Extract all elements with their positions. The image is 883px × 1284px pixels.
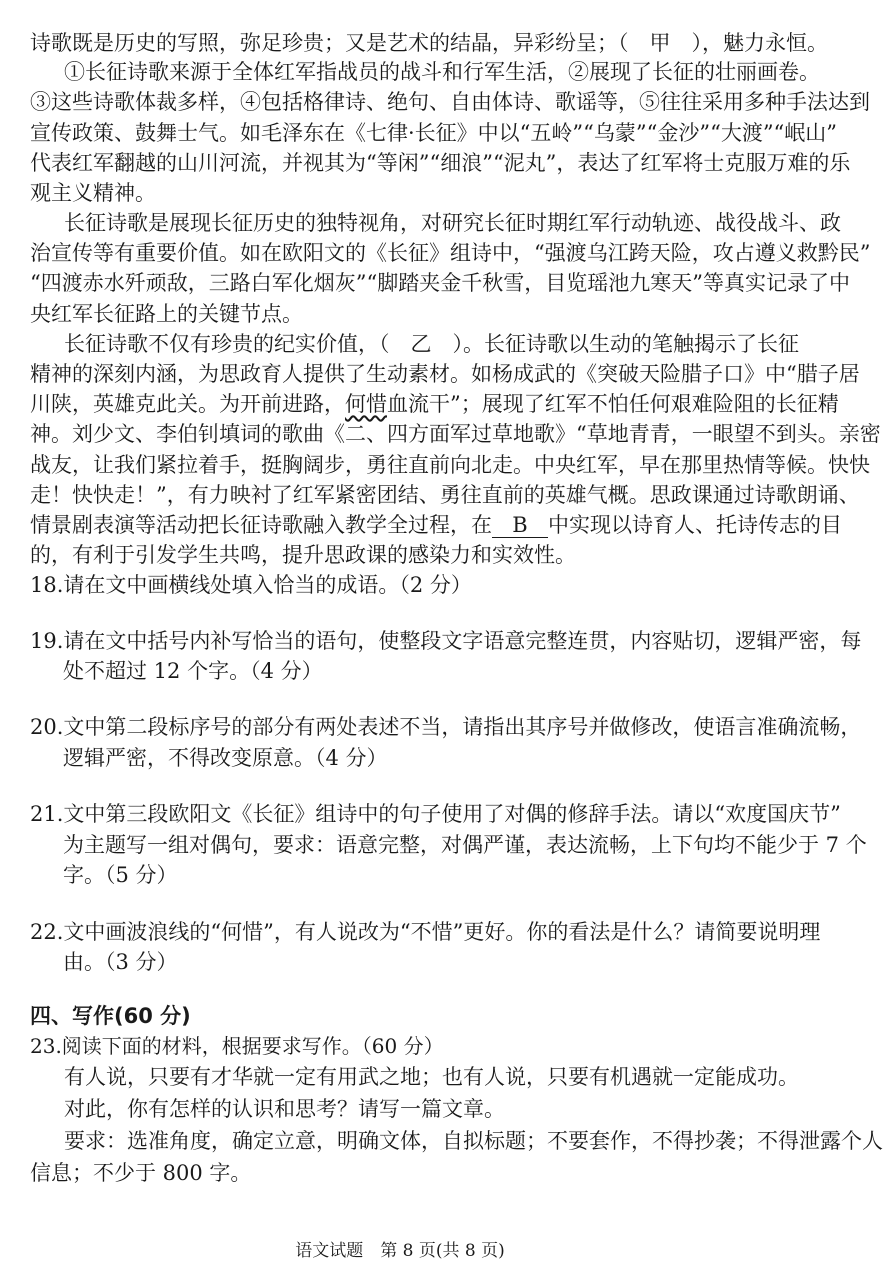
passage-line: 长征诗歌是展现长征历史的独特视角，对研究长征时期红军行动轨迹、战役战斗、政: [64, 211, 841, 235]
line-text: 血流干”；展现了红军不怕任何艰难险阻的长征精: [387, 392, 839, 416]
passage-line: ①长征诗歌来源于全体红军指战员的战斗和行军生活，②展现了长征的壮丽画卷。: [64, 60, 820, 84]
question-21-cont: 为主题写一组对偶句，要求：语意完整，对偶严谨，表达流畅，上下句均不能少于 7 个: [63, 833, 867, 857]
question-23: 23.阅读下面的材料，根据要求写作。（60 分）: [30, 1034, 444, 1058]
section-heading-writing: 四、写作(60 分): [30, 1004, 191, 1028]
line-text: 川陕，英雄克此关。为开前进路，: [30, 392, 345, 416]
passage-line: 央红军长征路上的关键节点。: [30, 302, 303, 326]
passage-line: 代表红军翻越的山川河流，并视其为“等闲”“细浪”“泥丸”，表达了红军将士克服万难的乐: [30, 151, 851, 175]
question-19-cont: 处不超过 12 个字。（4 分）: [63, 659, 323, 683]
passage-line: ③这些诗歌体裁多样，④包括格律诗、绝句、自由体诗、歌谣等，⑤往往采用多种手法达到: [30, 90, 870, 114]
question-20-cont: 逻辑严密，不得改变原意。（4 分）: [63, 746, 388, 770]
passage-line: “四渡赤水歼顽敌，三路白军化烟灰”“脚踏夹金千秋雪，目览瑶池九寒天”等真实记录了中: [30, 271, 850, 295]
passage-line: 神。刘少文、李伯钊填词的歌曲《二、四方面军过草地歌》“草地青青，一眼望不到头。亲密: [30, 422, 881, 446]
question-18: 18.请在文中画横线处填入恰当的成语。（2 分）: [30, 573, 472, 597]
passage-line: 战友，让我们紧拉着手，挺胸阔步，勇往直前向北走。中央红军，早在那里热情等候。快快: [30, 453, 870, 477]
passage-line: 精神的深刻内涵，为思政育人提供了生动素材。如杨成武的《突破天险腊子口》中“腊子居: [30, 362, 860, 386]
writing-prompt: 对此，你有怎样的认识和思考？请写一篇文章。: [64, 1097, 505, 1121]
page-footer: 语文试题 第 8 页(共 8 页): [295, 1241, 505, 1261]
passage-line: 诗歌既是历史的写照，弥足珍贵；又是艺术的结晶，异彩纷呈；（ 甲 ），魅力永恒。: [30, 31, 828, 55]
passage-line: [30, 389, 839, 419]
question-20: 20.文中第二段标序号的部分有两处表述不当，请指出其序号并做修改，使语言准确流畅，: [30, 715, 862, 739]
line-text: 情景剧表演等活动把长征诗歌融入教学全过程，在: [30, 513, 492, 537]
question-21: 21.文中第三段欧阳文《长征》组诗中的句子使用了对偶的修辞手法。请以“欢度国庆节”: [30, 802, 841, 826]
passage-line: 治宣传等有重要价值。如在欧阳文的《长征》组诗中，“强渡乌江跨天险，攻占遵义救黔民”: [30, 241, 871, 265]
line-text: 中实现以诗育人、托诗传志的目: [548, 513, 842, 537]
passage-line: 宣传政策、鼓舞士气。如毛泽东在《七律·长征》中以“五岭”“乌蒙”“金沙”“大渡”“岷山”: [30, 121, 838, 145]
passage-line: 走！快快走！”，有力映衬了红军紧密团结、勇往直前的英雄气概。思政课通过诗歌朗诵、: [30, 483, 860, 507]
question-21-cont: 字。（5 分）: [63, 863, 178, 887]
passage-line: [30, 510, 842, 540]
passage-line: 观主义精神。: [30, 181, 156, 205]
wavy-underlined-word: 何惜: [345, 392, 387, 416]
writing-requirements-cont: 信息；不少于 800 字。: [30, 1161, 252, 1185]
writing-requirements: 要求：选准角度，确定立意，明确文体，自拟标题；不要套作，不得抄袭；不得泄露个人: [64, 1129, 883, 1153]
passage-line: 的，有利于引发学生共鸣，提升思政课的感染力和实效性。: [30, 543, 576, 567]
passage-line: 长征诗歌不仅有珍贵的纪实价值，（ 乙 ）。长征诗歌以生动的笔触揭示了长征: [64, 332, 799, 356]
fill-in-blank-b: B: [492, 513, 548, 538]
question-22-cont: 由。（3 分）: [63, 950, 178, 974]
writing-material: 有人说，只要有才华就一定有用武之地；也有人说，只要有机遇就一定能成功。: [64, 1065, 799, 1089]
question-19: 19.请在文中括号内补写恰当的语句，使整段文字语意完整连贯，内容贴切，逻辑严密，每: [30, 629, 862, 653]
question-22: 22.文中画波浪线的“何惜”，有人说改为“不惜”更好。你的看法是什么？请简要说明理: [30, 920, 821, 944]
